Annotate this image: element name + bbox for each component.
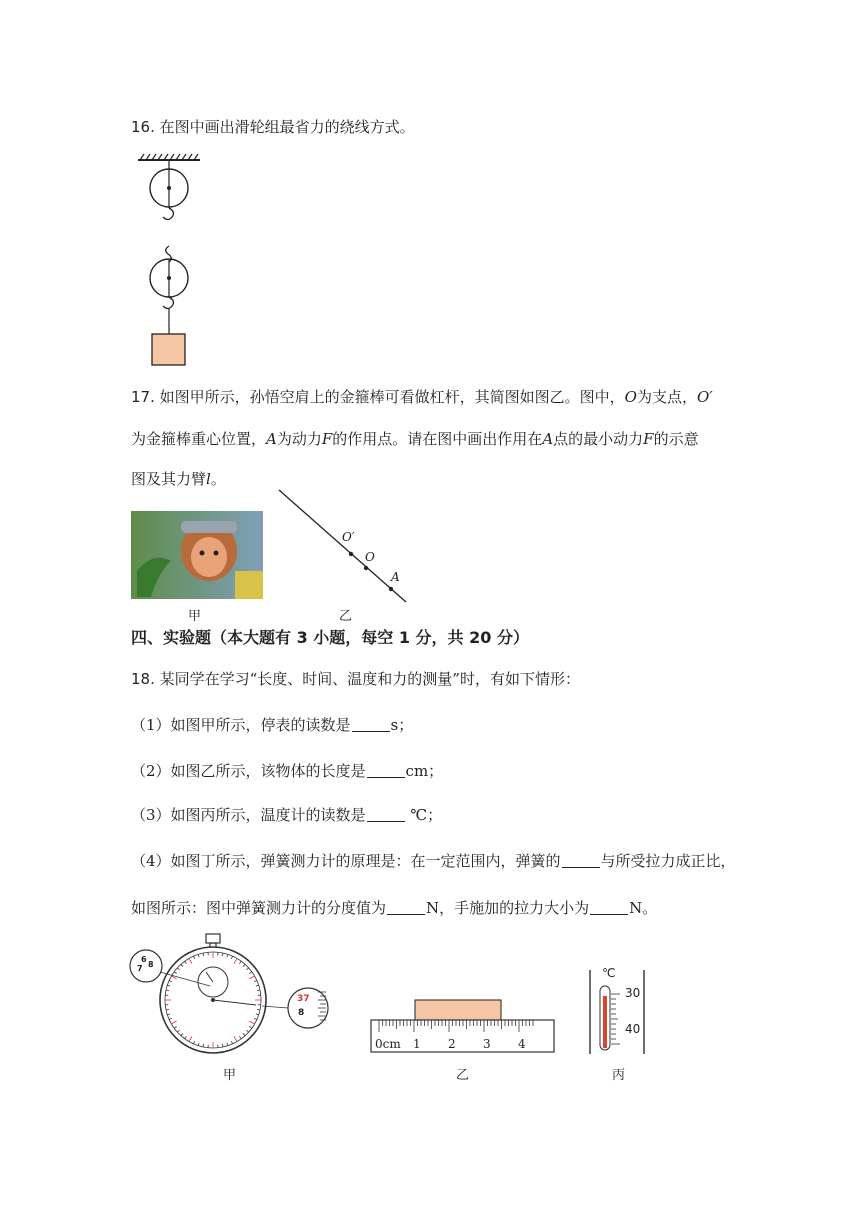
section-heading: 四、实验题（本大题有 3 小题，每空 1 分，共 20 分） <box>131 628 529 647</box>
question-body: 在图中画出滑轮组最省力的绕线方式。 <box>159 118 415 136</box>
zoom-right-37: 37 <box>297 994 310 1004</box>
text: 。 <box>210 470 226 488</box>
symbol-F: F <box>643 430 654 448</box>
text: 图及其力臂 <box>131 470 207 488</box>
answer-blank[interactable] <box>562 853 600 868</box>
symbol-O: O <box>624 388 637 406</box>
text: （2）如图乙所示，该物体的长度是 <box>131 762 366 780</box>
label-A: A <box>391 570 400 584</box>
q18-part3 <box>131 804 442 826</box>
ruler-label-3: 3 <box>483 1037 491 1051</box>
symbol-O-prime: O′ <box>696 388 713 406</box>
text: N，手施加的拉力大小为 <box>426 899 590 917</box>
text: 为动力 <box>276 430 322 448</box>
text: N。 <box>629 899 658 917</box>
q17-line1 <box>131 386 713 408</box>
thermo-label-40: 40 <box>625 1022 641 1036</box>
question-number: 16. <box>131 118 155 136</box>
text: 与所受拉力成正比， <box>600 852 736 870</box>
zoom-left-8: 8 <box>148 960 154 969</box>
answer-blank[interactable] <box>590 900 628 915</box>
q18-part1 <box>131 714 413 736</box>
lever-diagram <box>275 488 415 608</box>
text: 如图所示：图中弹簧测力计的分度值为 <box>131 899 387 917</box>
ruler-label-2: 2 <box>448 1037 456 1051</box>
q18-intro <box>131 668 580 690</box>
caption-jia: 甲 <box>188 609 202 624</box>
text: 的作用点。请在图中画出作用在 <box>332 430 543 448</box>
q18-part2 <box>131 760 443 782</box>
label-O: O <box>365 550 375 564</box>
q17-line2 <box>131 428 699 450</box>
zoom-right-8: 8 <box>298 1008 305 1018</box>
symbol-A: A <box>542 430 554 448</box>
caption-jia: 甲 <box>223 1068 237 1083</box>
question-number: 17. <box>131 388 155 406</box>
answer-blank[interactable] <box>387 900 425 915</box>
zoom-left-7: 7 <box>137 964 143 973</box>
ruler-label-4: 4 <box>518 1037 526 1051</box>
answer-blank[interactable] <box>367 807 405 822</box>
pulley-diagram <box>130 150 210 370</box>
text: ℃； <box>405 806 443 824</box>
symbol-A: A <box>266 430 277 448</box>
text: 某同学在学习“长度、时间、温度和力的测量”时，有如下情形： <box>159 670 580 688</box>
text: s； <box>390 716 414 734</box>
caption-yi: 乙 <box>339 609 353 624</box>
caption-bing: 丙 <box>612 1068 626 1083</box>
text: 为金箍棒重心位置， <box>131 430 267 448</box>
thermometer-figure <box>586 966 648 1056</box>
thermo-unit: ℃ <box>602 966 616 980</box>
answer-blank[interactable] <box>352 717 390 732</box>
symbol-l: l <box>206 470 211 488</box>
q16-text <box>131 116 415 138</box>
text: （4）如图丁所示，弹簧测力计的原理是：在一定范围内，弹簧的 <box>131 852 561 870</box>
text: 为支点， <box>636 388 697 406</box>
text: （3）如图丙所示，温度计的读数是 <box>131 806 366 824</box>
thermo-label-30: 30 <box>625 986 641 1000</box>
answer-blank[interactable] <box>367 763 405 778</box>
question-number: 18. <box>131 670 155 688</box>
ruler-label-0: 0cm <box>375 1037 401 1051</box>
q17-line3 <box>131 468 226 490</box>
q18-part4 <box>131 850 736 872</box>
text: 如图甲所示，孙悟空肩上的金箍棒可看做杠杆，其简图如图乙。图中， <box>159 388 625 406</box>
text: 点的最小动力 <box>553 430 644 448</box>
label-O-prime: O′ <box>342 530 355 544</box>
q18-part5 <box>131 897 657 919</box>
text: （1）如图甲所示，停表的读数是 <box>131 716 351 734</box>
caption-yi: 乙 <box>456 1068 470 1083</box>
monkey-king-photo <box>131 511 263 599</box>
ruler-label-1: 1 <box>413 1037 421 1051</box>
symbol-F: F <box>321 430 333 448</box>
text: 的示意 <box>653 430 699 448</box>
text: cm； <box>405 762 444 780</box>
zoom-left-6: 6 <box>141 955 147 964</box>
